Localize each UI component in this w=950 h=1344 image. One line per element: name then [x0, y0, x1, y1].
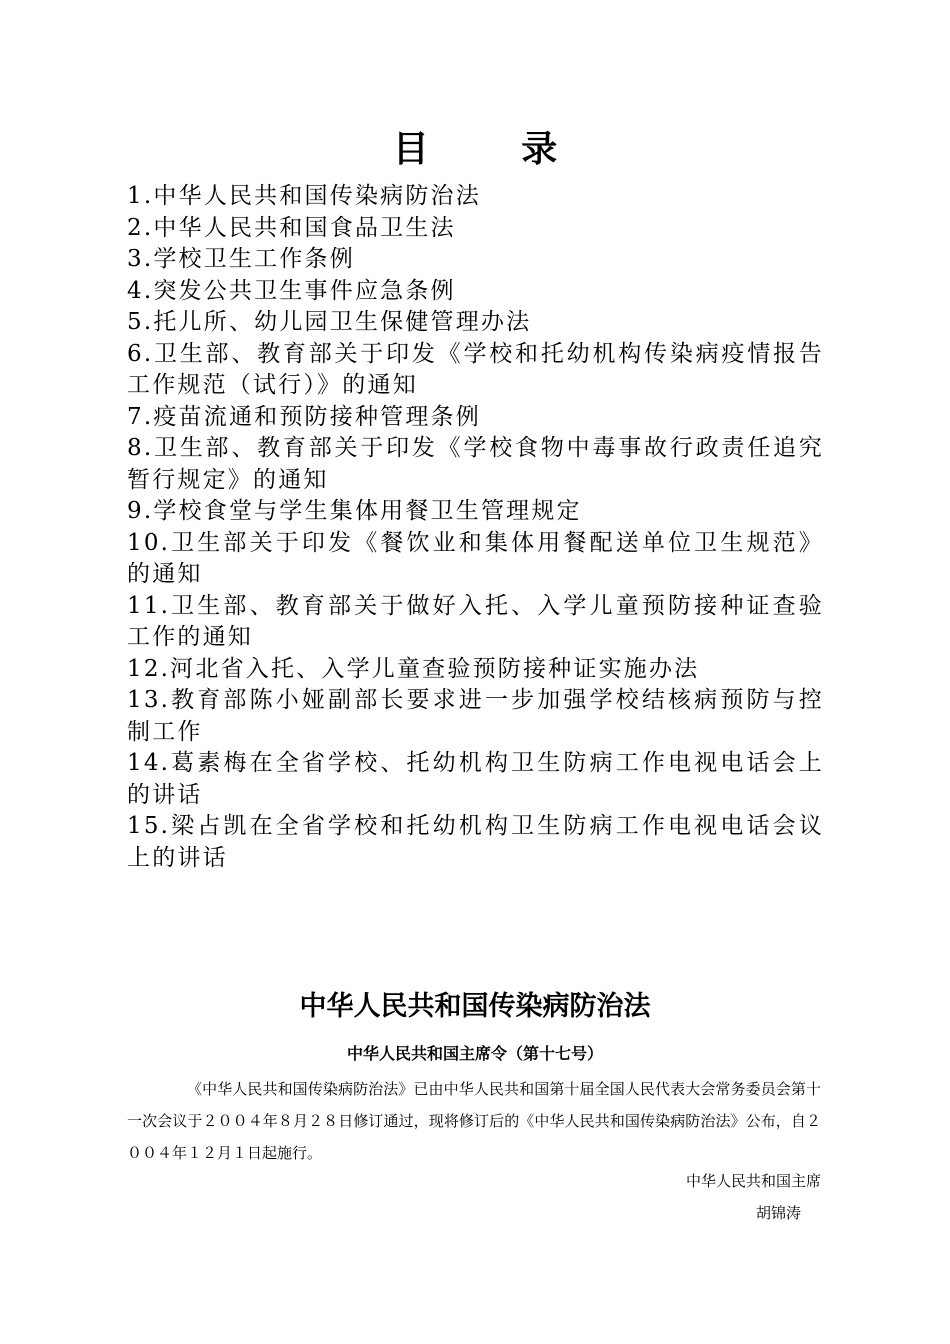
signature-name: 胡锦涛 — [755, 1204, 801, 1222]
toc-item: 14.葛素梅在全省学校、托幼机构卫生防病工作电视电话会上的讲话 — [127, 750, 824, 808]
toc-item: 12.河北省入托、入学儿童查验预防接种证实施办法 — [127, 655, 700, 682]
toc-list — [127, 181, 824, 874]
signature-title: 中华人民共和国主席 — [685, 1172, 821, 1190]
toc-item: 8.卫生部、教育部关于印发《学校食物中毒事故行政责任追究暂行规定》的通知 — [127, 435, 824, 493]
toc-item: 6.卫生部、教育部关于印发《学校和托幼机构传染病疫情报告工作规范（试行）》的通知 — [127, 340, 824, 398]
toc-item: 1.中华人民共和国传染病防治法 — [127, 183, 481, 209]
toc-item: 2.中华人民共和国食品卫生法 — [127, 214, 456, 241]
toc-item: 5.托儿所、幼儿园卫生保健管理办法 — [127, 309, 532, 335]
toc-item: 11.卫生部、教育部关于做好入托、入学儿童预防接种证查验工作的通知 — [127, 592, 824, 650]
toc-item: 13.教育部陈小娅副部长要求进一步加强学校结核病预防与控制工作 — [127, 687, 824, 745]
toc-title: 目 录 — [392, 129, 598, 170]
toc-item: 7.疫苗流通和预防接种管理条例 — [127, 403, 481, 430]
toc-item: 9.学校食堂与学生集体用餐卫生管理规定 — [127, 498, 582, 524]
toc-item: 4.突发公共卫生事件应急条例 — [127, 277, 456, 304]
toc-item: 15.梁占凯在全省学校和托幼机构卫生防病工作电视电话会议上的讲话 — [127, 813, 824, 871]
presidential-order-title: 中华人民共和国主席令（第十七号） — [346, 1044, 603, 1063]
toc-item: 3.学校卫生工作条例 — [127, 246, 355, 272]
toc-item: 10.卫生部关于印发《餐饮业和集体用餐配送单位卫生规范》的通知 — [127, 529, 824, 587]
decree-paragraph: 《中华人民共和国传染病防治法》已由中华人民共和国第十届全国人民代表大会常务委员会第十一次会议于２００４年８月２８日修订通过，现将修订后的《中华人民共和国传染病防治法》公布，自２００４年１２月１日起施行。 — [127, 1080, 821, 1162]
law-title: 中华人民共和国传染病防治法 — [299, 991, 651, 1022]
